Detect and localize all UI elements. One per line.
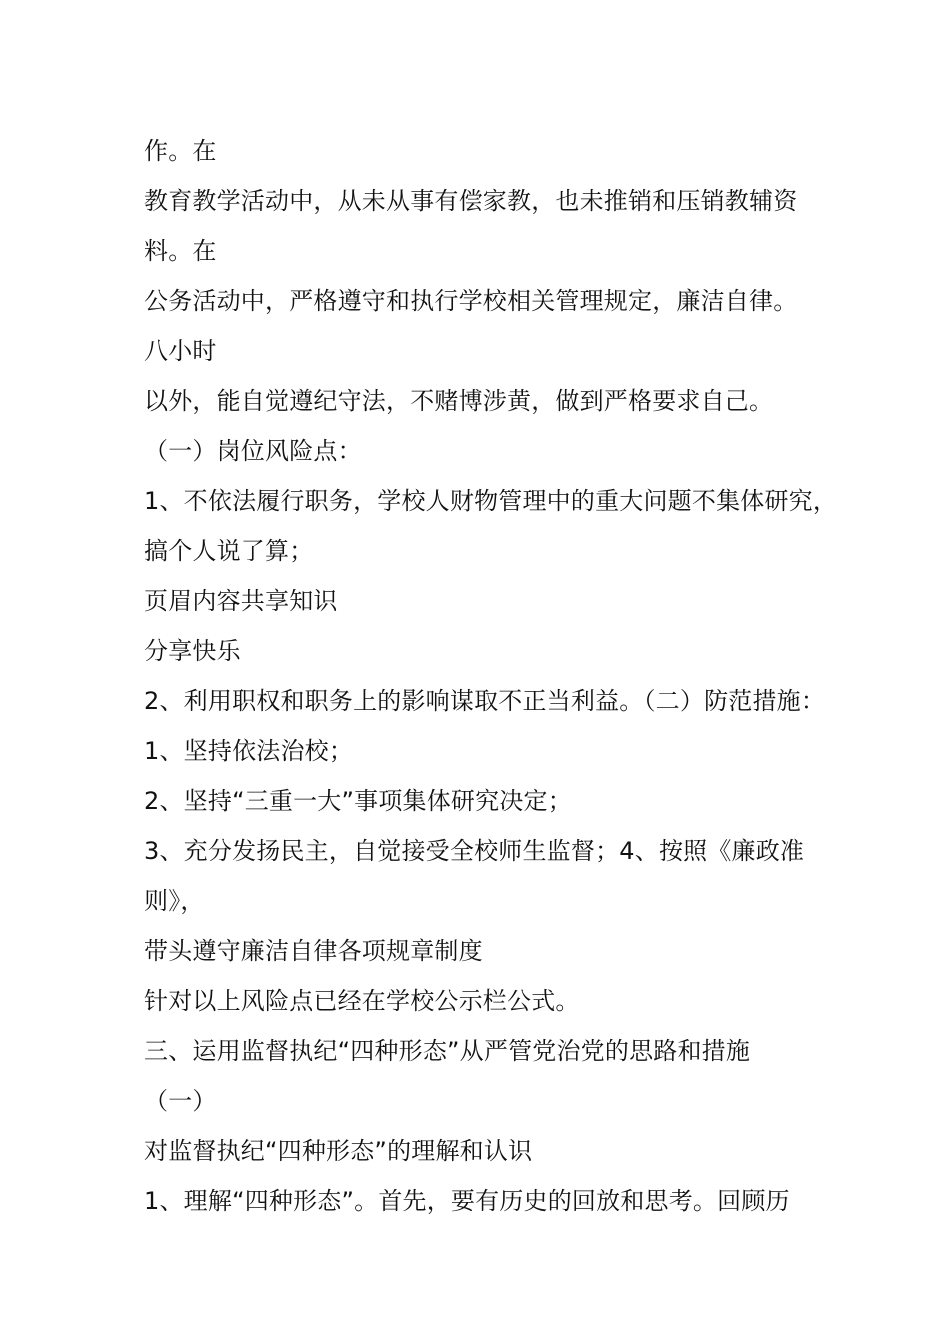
subsection-heading: 对监督执纪“四种形态”的理解和认识: [144, 1137, 533, 1165]
text-line: 以外，能自觉遵纪守法，不赌博涉黄，做到严格要求自己。: [144, 387, 774, 415]
text-line: 1、坚持依法治校；: [144, 737, 354, 765]
document-body: [144, 126, 838, 1226]
text-line: 2、坚持“三重一大”事项集体研究决定；: [144, 787, 572, 815]
text-line: 搞个人说了算；: [144, 537, 314, 565]
header-text-line: 分享快乐: [144, 637, 241, 665]
section-heading: 三、运用监督执纪“四种形态”从严管党治党的思路和措施: [144, 1037, 751, 1065]
text-line: 公务活动中，严格遵守和执行学校相关管理规定，廉洁自律。: [144, 287, 798, 315]
text-line: 针对以上风险点已经在学校公示栏公式。: [144, 987, 580, 1015]
text-line: 1、不依法履行职务，学校人财物管理中的重大问题不集体研究，: [144, 487, 838, 515]
text-line: 3、充分发扬民主，自觉接受全校师生监督；4、按照《廉政准: [144, 837, 805, 865]
section-heading: （一）岗位风险点：: [144, 437, 362, 465]
text-line: 1、理解“四种形态”。首先，要有历史的回放和思考。回顾历: [144, 1187, 790, 1215]
text-line: 作。在: [144, 137, 217, 165]
subsection-marker: （一）: [144, 1087, 217, 1115]
text-line: 则》，: [144, 887, 205, 915]
header-text-line: 页眉内容共享知识: [144, 587, 338, 615]
text-line: 带头遵守廉洁自律各项规章制度: [144, 937, 483, 965]
text-line: 料。在: [144, 237, 217, 265]
text-line: 八小时: [144, 337, 217, 365]
text-line: 2、利用职权和职务上的影响谋取不正当利益。（二）防范措施：: [144, 687, 826, 715]
text-line: 教育教学活动中，从未从事有偿家教，也未推销和压销教辅资: [144, 187, 798, 215]
